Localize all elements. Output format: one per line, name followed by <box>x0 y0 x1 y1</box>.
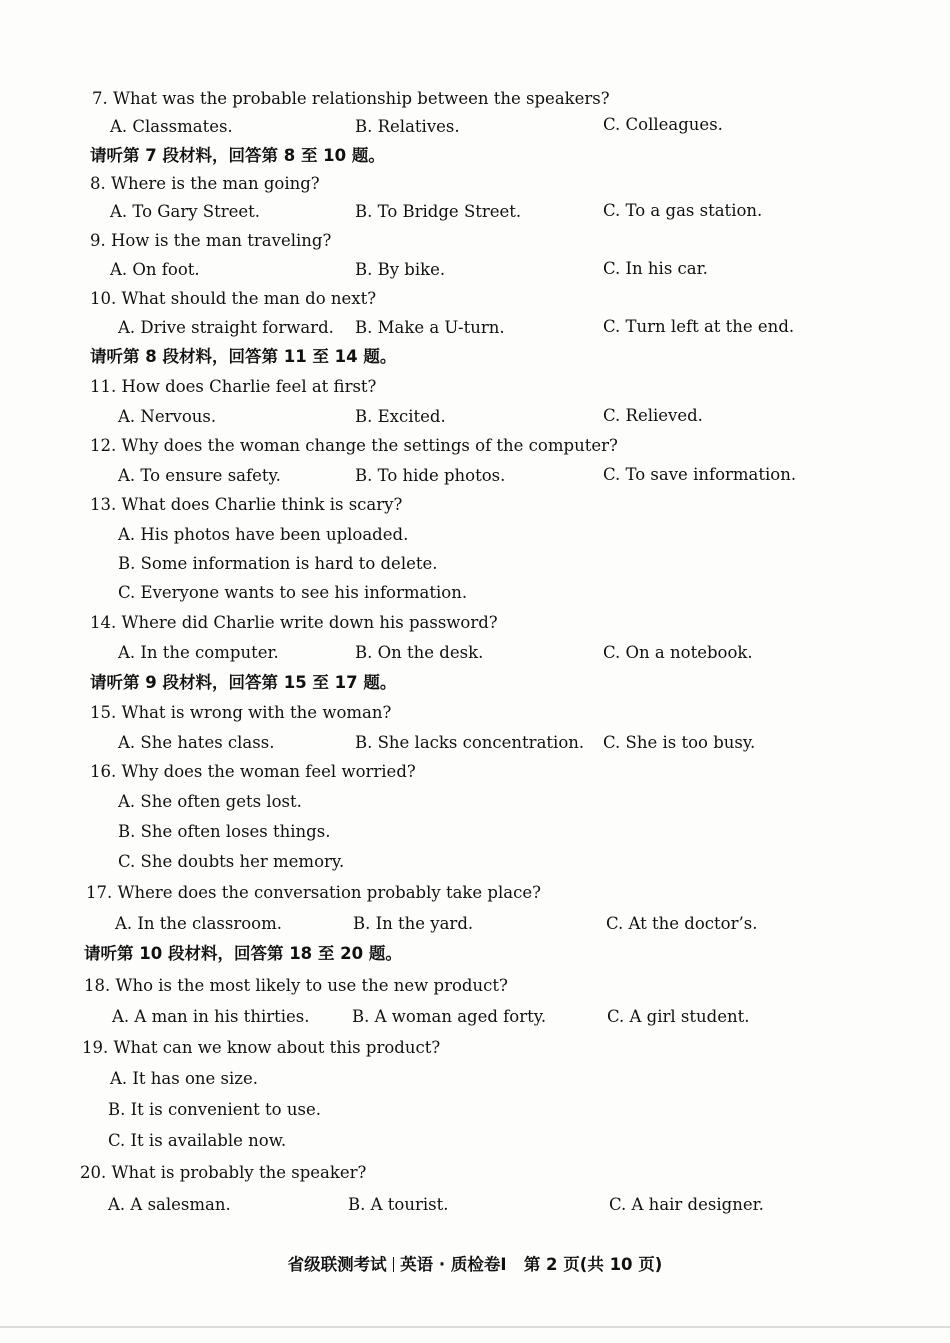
section-heading-10: 请听第 10 段材料，回答第 18 至 20 题。 <box>84 944 402 963</box>
question-19-option-a: A. It has one size. <box>110 1069 258 1088</box>
question-15-option-a: A. She hates class. <box>118 733 275 752</box>
question-14-option-b: B. On the desk. <box>355 643 484 662</box>
question-17-option-b: B. In the yard. <box>353 914 474 933</box>
question-7-option-c: C. Colleagues. <box>603 115 723 134</box>
question-7-option-a: A. Classmates. <box>110 117 233 136</box>
question-12-option-a: A. To ensure safety. <box>118 466 281 485</box>
question-7: 7. What was the probable relationship between the speakers? <box>92 89 610 108</box>
question-15: 15. What is wrong with the woman? <box>90 703 392 722</box>
question-10-option-c: C. Turn left at the end. <box>603 317 795 336</box>
scan-edge-divider <box>0 1326 950 1328</box>
question-18: 18. Who is the most likely to use the new product? <box>84 976 508 995</box>
question-8-option-a: A. To Gary Street. <box>110 202 261 221</box>
question-16-option-b: B. She often loses things. <box>118 822 331 841</box>
question-11: 11. How does Charlie feel at first? <box>90 377 377 396</box>
section-heading-9: 请听第 9 段材料，回答第 15 至 17 题。 <box>90 673 397 692</box>
footer-subject: 英语 · 质检卷Ⅰ <box>400 1255 507 1274</box>
footer-page-number: 第 2 页(共 10 页) <box>523 1255 663 1274</box>
question-9-option-a: A. On foot. <box>110 260 200 279</box>
question-17-option-c: C. At the doctor’s. <box>606 914 758 933</box>
question-18-option-b: B. A woman aged forty. <box>352 1007 547 1026</box>
question-16: 16. Why does the woman feel worried? <box>90 762 416 781</box>
question-19-option-b: B. It is convenient to use. <box>108 1100 321 1119</box>
question-8: 8. Where is the man going? <box>90 174 320 193</box>
question-9-option-b: B. By bike. <box>355 260 446 279</box>
question-18-option-c: C. A girl student. <box>607 1007 750 1026</box>
question-15-option-c: C. She is too busy. <box>603 733 756 752</box>
question-20-option-c: C. A hair designer. <box>609 1195 764 1214</box>
question-13-option-b: B. Some information is hard to delete. <box>118 554 438 573</box>
page-footer <box>0 1251 950 1275</box>
question-19-option-c: C. It is available now. <box>108 1131 287 1150</box>
question-14-option-a: A. In the computer. <box>118 643 279 662</box>
question-11-option-c: C. Relieved. <box>603 406 703 425</box>
question-8-option-b: B. To Bridge Street. <box>355 202 522 221</box>
question-10: 10. What should the man do next? <box>90 289 377 308</box>
question-13-option-c: C. Everyone wants to see his information. <box>118 583 468 602</box>
question-11-option-b: B. Excited. <box>355 407 446 426</box>
question-10-option-a: A. Drive straight forward. <box>118 318 334 337</box>
question-17: 17. Where does the conversation probably take place? <box>86 883 541 902</box>
question-12-option-c: C. To save information. <box>603 465 797 484</box>
question-10-option-b: B. Make a U-turn. <box>355 318 505 337</box>
question-13: 13. What does Charlie think is scary? <box>90 495 403 514</box>
question-19: 19. What can we know about this product? <box>82 1038 441 1057</box>
question-20-option-b: B. A tourist. <box>348 1195 449 1214</box>
question-13-option-a: A. His photos have been uploaded. <box>118 525 409 544</box>
question-9: 9. How is the man traveling? <box>90 231 332 250</box>
question-11-option-a: A. Nervous. <box>118 407 217 426</box>
question-20-option-a: A. A salesman. <box>108 1195 231 1214</box>
section-heading-8: 请听第 8 段材料，回答第 11 至 14 题。 <box>90 347 397 366</box>
footer-exam-name: 省级联测考试 <box>287 1255 387 1274</box>
question-15-option-b: B. She lacks concentration. <box>355 733 585 752</box>
footer-divider <box>393 1257 395 1272</box>
question-16-option-c: C. She doubts her memory. <box>118 852 345 871</box>
section-heading-7: 请听第 7 段材料，回答第 8 至 10 题。 <box>90 146 385 165</box>
question-18-option-a: A. A man in his thirties. <box>112 1007 310 1026</box>
question-16-option-a: A. She often gets lost. <box>118 792 302 811</box>
question-9-option-c: C. In his car. <box>603 259 708 278</box>
question-7-option-b: B. Relatives. <box>355 117 460 136</box>
question-12-option-b: B. To hide photos. <box>355 466 506 485</box>
question-20: 20. What is probably the speaker? <box>80 1163 367 1182</box>
question-17-option-a: A. In the classroom. <box>115 914 282 933</box>
question-14-option-c: C. On a notebook. <box>603 643 753 662</box>
question-12: 12. Why does the woman change the settings of the computer? <box>90 436 618 455</box>
question-8-option-c: C. To a gas station. <box>603 201 763 220</box>
question-14: 14. Where did Charlie write down his password? <box>90 613 498 632</box>
